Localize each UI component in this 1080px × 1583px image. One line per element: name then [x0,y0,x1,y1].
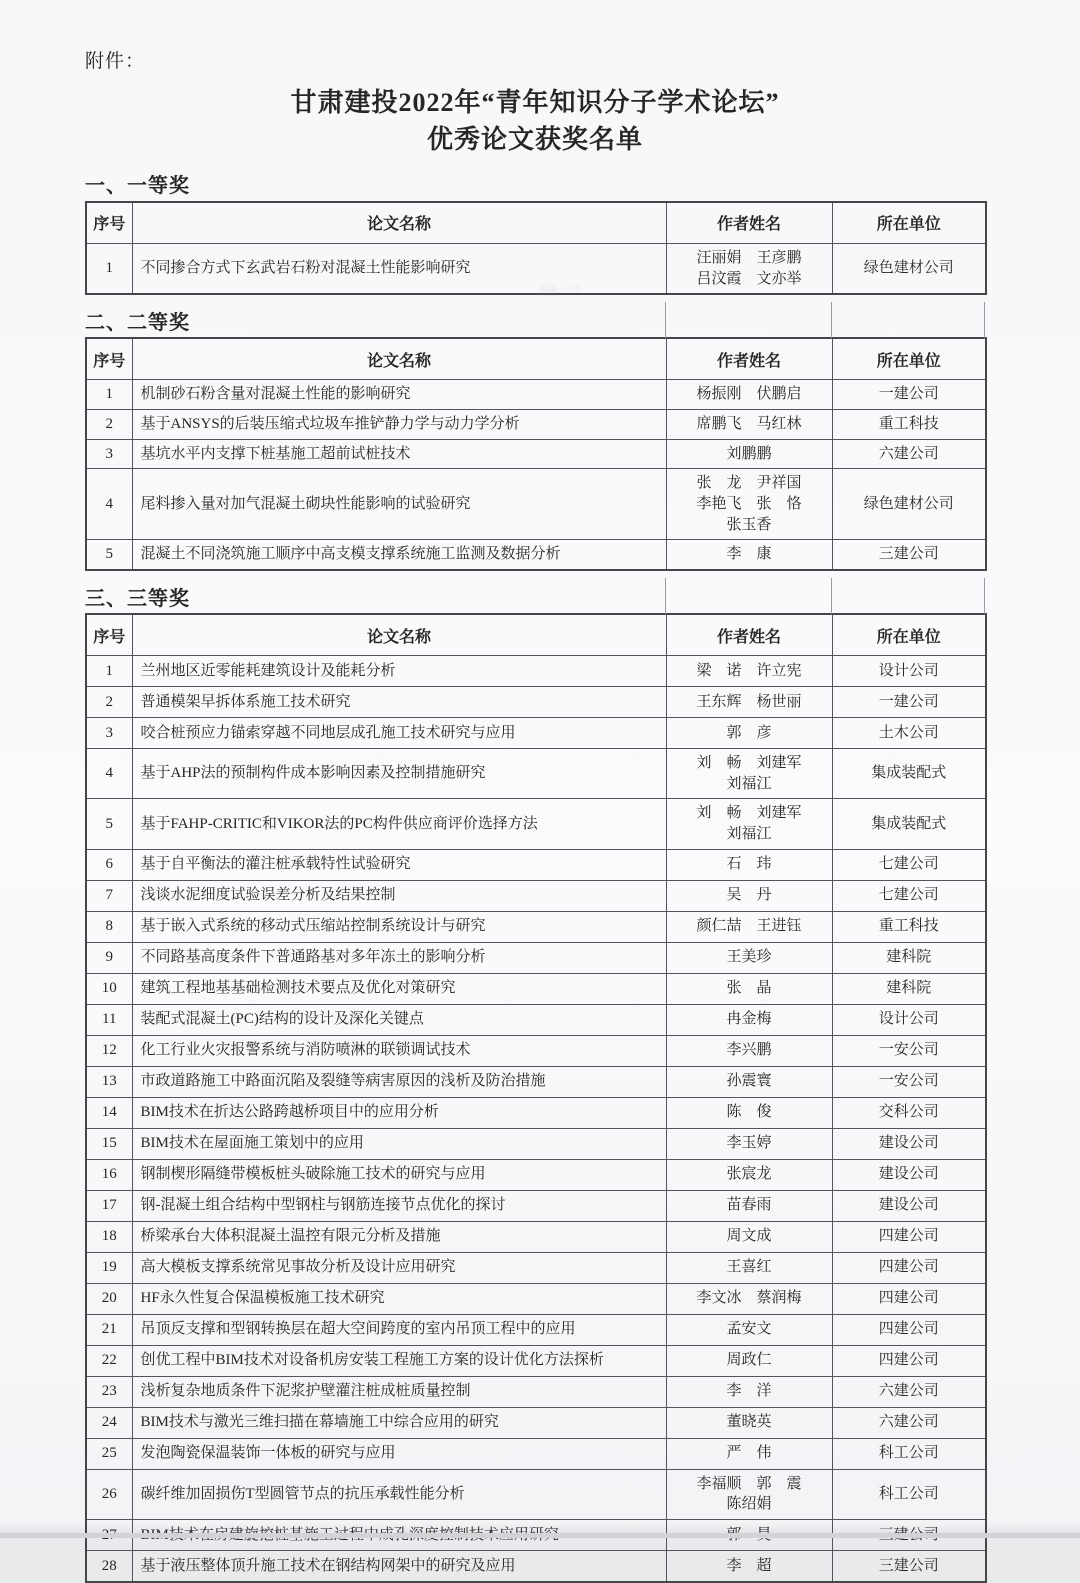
cell-paper-title: BIM技术在屋面施工策划中的应用 [132,1128,666,1159]
table-row [86,1407,986,1438]
authors-line: 杨振刚 伏鹏启 [696,386,802,403]
authors-line: 颜仁喆 王进钰 [696,918,802,935]
cell-paper-title: 创优工程中BIM技术对设备机房安装工程施工方案的设计优化方法探析 [132,1345,666,1376]
cell-unit: 七建公司 [832,849,986,880]
table-row [86,439,986,469]
authors-line: 张 龙 尹祥国 [696,475,802,492]
table-row [86,1314,986,1345]
cell-unit: 三建公司 [832,1551,986,1583]
table-row [86,749,986,799]
cell-index: 23 [86,1376,132,1407]
authors-line: 刘福江 [726,775,772,792]
col-header-paper-title: 论文名称 [132,614,666,656]
col-header-index: 序号 [86,202,132,244]
cell-paper-title: 基于AHP法的预制构件成本影响因素及控制措施研究 [132,749,666,799]
cell-unit: 建科院 [832,973,986,1004]
cell-authors [666,1407,832,1438]
cell-authors [666,243,832,294]
cell-index: 11 [86,1004,132,1035]
cell-index: 3 [86,718,132,749]
cell-index: 17 [86,1190,132,1221]
table-header-row [86,338,986,380]
cell-paper-title: 浅谈水泥细度试验误差分析及结果控制 [132,880,666,911]
cell-index: 2 [86,409,132,439]
authors-line: 苗春雨 [726,1197,772,1214]
cell-index: 5 [86,799,132,849]
award-table-2 [85,337,987,571]
cell-authors [666,1066,832,1097]
cell-index: 2 [86,687,132,718]
cell-paper-title: 发泡陶瓷保温装饰一体板的研究与应用 [132,1438,666,1469]
cell-authors [666,973,832,1004]
cell-paper-title: 尾料掺入量对加气混凝土砌块性能影响的试验研究 [132,469,666,540]
section-heading: 二、二等奖 [85,311,190,334]
cell-index: 3 [86,439,132,469]
cell-authors [666,469,832,540]
cell-authors [666,1035,832,1066]
cell-index: 1 [86,380,132,410]
authors-line: 石 玮 [726,856,772,873]
cell-authors [666,718,832,749]
cell-authors [666,1221,832,1252]
table-row [86,243,986,294]
table-row [86,1128,986,1159]
authors-line: 李文冰 蔡润梅 [696,1290,802,1307]
cell-paper-title: 建筑工程地基基础检测技术要点及优化对策研究 [132,973,666,1004]
cell-authors [666,687,832,718]
scan-edge-shadow [0,1533,1080,1538]
cell-index: 28 [86,1551,132,1583]
scan-smudge: GS ·¹ ¹· [540,282,583,297]
cell-index: 25 [86,1438,132,1469]
table-column-bleed-line [984,302,985,338]
cell-unit: 科工公司 [832,1469,986,1519]
table-row [86,1438,986,1469]
cell-paper-title: 咬合桩预应力锚索穿越不同地层成孔施工技术研究与应用 [132,718,666,749]
authors-line: 吕汶霞 文亦举 [696,270,802,287]
authors-line: 张宸龙 [726,1166,772,1183]
table-row [86,1190,986,1221]
cell-paper-title: BIM技术在折达公路跨越桥项目中的应用分析 [132,1097,666,1128]
cell-paper-title: 基于嵌入式系统的移动式压缩站控制系统设计与研究 [132,911,666,942]
authors-line: 李玉婷 [726,1135,772,1152]
cell-unit: 绿色建材公司 [832,243,986,294]
cell-authors [666,1551,832,1583]
attachment-label: 附件： [85,51,146,72]
cell-unit: 设计公司 [832,656,986,687]
authors-line: 席鹏飞 马红林 [696,415,802,432]
table-row [86,1551,986,1583]
cell-unit: 四建公司 [832,1283,986,1314]
cell-index: 15 [86,1128,132,1159]
cell-paper-title: 基于液压整体顶升施工技术在钢结构网架中的研究及应用 [132,1551,666,1583]
award-table-1 [85,201,987,295]
cell-unit: 重工科技 [832,911,986,942]
cell-index: 5 [86,540,132,570]
authors-line: 李兴鹏 [726,1042,772,1059]
cell-authors [666,911,832,942]
cell-unit: 集成装配式 [832,749,986,799]
table-column-bleed-line [665,578,666,614]
section-3 [85,579,985,1583]
cell-unit: 交科公司 [832,1097,986,1128]
authors-line: 梁 诺 许立宪 [696,662,802,679]
authors-line: 王东辉 杨世丽 [696,693,802,710]
authors-line: 刘福江 [726,826,772,843]
cell-index: 9 [86,942,132,973]
table-row [86,1159,986,1190]
cell-authors [666,1097,832,1128]
authors-line: 严 伟 [726,1445,772,1462]
authors-line: 汪丽娟 王彦鹏 [696,249,802,266]
document-content [85,46,985,1583]
authors-line: 李 超 [726,1557,772,1574]
col-header-index: 序号 [86,338,132,380]
table-row [86,1221,986,1252]
table-row [86,1283,986,1314]
authors-line: 吴 丹 [726,887,772,904]
col-header-paper-title: 论文名称 [132,338,666,380]
cell-unit: 六建公司 [832,1407,986,1438]
table-row [86,656,986,687]
table-header-row [86,202,986,244]
authors-line: 张玉香 [726,516,772,533]
cell-paper-title: 碳纤维加固损伤T型圆管节点的抗压承载性能分析 [132,1469,666,1519]
cell-unit: 一建公司 [832,687,986,718]
cell-index: 22 [86,1345,132,1376]
table-row [86,687,986,718]
cell-unit: 绿色建材公司 [832,469,986,540]
cell-paper-title: 机制砂石粉含量对混凝土性能的影响研究 [132,380,666,410]
cell-unit: 集成装配式 [832,799,986,849]
cell-authors [666,439,832,469]
cell-index: 13 [86,1066,132,1097]
table-row [86,1066,986,1097]
cell-paper-title: 不同掺合方式下玄武岩石粉对混凝土性能影响研究 [132,243,666,294]
section-heading-row [85,303,985,337]
award-table-3 [85,613,987,1583]
cell-unit: 重工科技 [832,409,986,439]
cell-paper-title: 装配式混凝土(PC)结构的设计及深化关键点 [132,1004,666,1035]
cell-index: 8 [86,911,132,942]
cell-authors [666,540,832,570]
cell-authors [666,380,832,410]
table-row [86,799,986,849]
cell-authors [666,799,832,849]
authors-line: 王美珍 [726,949,772,966]
authors-line: 周政仁 [726,1352,772,1369]
cell-authors [666,880,832,911]
cell-authors [666,1469,832,1519]
cell-index: 18 [86,1221,132,1252]
cell-unit: 建科院 [832,942,986,973]
authors-line: 董晓英 [726,1414,772,1431]
authors-line: 李福顺 郭 震 [696,1475,802,1492]
table-row [86,1097,986,1128]
cell-paper-title: 钢制楔形隔缝带模板桩头破除施工技术的研究与应用 [132,1159,666,1190]
cell-unit: 四建公司 [832,1252,986,1283]
table-row [86,1035,986,1066]
authors-line: 刘 畅 刘建军 [696,805,802,822]
cell-authors [666,656,832,687]
cell-authors [666,1345,832,1376]
col-header-unit: 所在单位 [832,614,986,656]
col-header-paper-title: 论文名称 [132,202,666,244]
cell-authors [666,942,832,973]
cell-unit: 六建公司 [832,439,986,469]
cell-paper-title: 普通模架早拆体系施工技术研究 [132,687,666,718]
document-title-line2: 优秀论文获奖名单 [426,124,643,154]
table-column-bleed-line [665,302,666,338]
authors-line: 李 洋 [726,1383,772,1400]
cell-index: 14 [86,1097,132,1128]
authors-line: 孙震寰 [726,1073,772,1090]
cell-unit: 七建公司 [832,880,986,911]
cell-unit: 土木公司 [832,718,986,749]
cell-index: 1 [86,656,132,687]
table-row [86,469,986,540]
cell-unit: 六建公司 [832,1376,986,1407]
cell-authors [666,1283,832,1314]
cell-unit: 一建公司 [832,380,986,410]
section-heading-row [85,579,985,613]
col-header-authors: 作者姓名 [666,202,832,244]
table-row [86,540,986,570]
section-heading: 一、一等奖 [85,175,190,198]
cell-index: 26 [86,1469,132,1519]
table-row [86,911,986,942]
table-row [86,1376,986,1407]
cell-index: 7 [86,880,132,911]
authors-line: 孟安文 [726,1321,772,1338]
cell-paper-title: 浅析复杂地质条件下泥浆护壁灌注桩成桩质量控制 [132,1376,666,1407]
cell-paper-title: 高大模板支撑系统常见事故分析及设计应用研究 [132,1252,666,1283]
section-heading: 三、三等奖 [85,587,190,610]
cell-unit: 建设公司 [832,1190,986,1221]
authors-line: 刘 畅 刘建军 [696,755,802,771]
cell-paper-title: HF永久性复合保温模板施工技术研究 [132,1283,666,1314]
authors-line: 周文成 [726,1228,772,1245]
cell-paper-title: 不同路基高度条件下普通路基对多年冻土的影响分析 [132,942,666,973]
table-column-bleed-line [984,578,985,614]
table-row [86,718,986,749]
table-column-bleed-line [831,578,832,614]
document-title-line1: 甘肃建投2022年“青年知识分子学术论坛” [290,88,780,117]
cell-unit: 四建公司 [832,1314,986,1345]
cell-authors [666,1159,832,1190]
cell-unit: 四建公司 [832,1221,986,1252]
cell-paper-title: 基于ANSYS的后装压缩式垃圾车推铲静力学与动力学分析 [132,409,666,439]
cell-authors [666,1314,832,1345]
table-column-bleed-line [831,302,832,338]
table-row [86,880,986,911]
cell-authors [666,1190,832,1221]
cell-paper-title: 基坑水平内支撑下桩基施工超前试桩技术 [132,439,666,469]
cell-paper-title: 混凝土不同浇筑施工顺序中高支模支撑系统施工监测及数据分析 [132,540,666,570]
cell-index: 1 [86,243,132,294]
table-row [86,380,986,410]
authors-line: 郭 彦 [726,724,772,741]
cell-authors [666,1004,832,1035]
authors-line: 张 晶 [726,980,772,997]
col-header-authors: 作者姓名 [666,338,832,380]
table-row [86,973,986,1004]
table-row [86,1252,986,1283]
cell-index: 12 [86,1035,132,1066]
cell-index: 24 [86,1407,132,1438]
cell-unit: 一安公司 [832,1035,986,1066]
table-header-row [86,614,986,656]
cell-authors [666,1128,832,1159]
cell-paper-title: 钢-混凝土组合结构中型钢柱与钢筋连接节点优化的探讨 [132,1190,666,1221]
section-2 [85,303,985,571]
col-header-authors: 作者姓名 [666,614,832,656]
cell-paper-title: 市政道路施工中路面沉陷及裂缝等病害原因的浅析及防治措施 [132,1066,666,1097]
cell-unit: 建设公司 [832,1128,986,1159]
table-row [86,1469,986,1519]
cell-paper-title: 化工行业火灾报警系统与消防喷淋的联锁调试技术 [132,1035,666,1066]
cell-paper-title: BIM技术与激光三维扫描在幕墙施工中综合应用的研究 [132,1407,666,1438]
document-title [85,85,985,159]
cell-authors [666,1252,832,1283]
col-header-index: 序号 [86,614,132,656]
authors-line: 冉金梅 [726,1011,772,1028]
cell-index: 19 [86,1252,132,1283]
cell-unit: 一安公司 [832,1066,986,1097]
cell-authors [666,849,832,880]
authors-line: 李艳飞 张 恪 [696,495,802,512]
cell-index: 6 [86,849,132,880]
authors-line: 陈 俊 [726,1104,772,1121]
cell-index: 21 [86,1314,132,1345]
cell-paper-title: 吊顶反支撑和型钢转换层在超大空间跨度的室内吊顶工程中的应用 [132,1314,666,1345]
cell-unit: 建设公司 [832,1159,986,1190]
cell-index: 10 [86,973,132,1004]
cell-index: 4 [86,749,132,799]
section-heading-row [85,167,985,201]
authors-line: 王喜红 [726,1259,772,1276]
section-1 [85,167,985,295]
cell-paper-title: 桥梁承台大体积混凝土温控有限元分析及措施 [132,1221,666,1252]
cell-unit: 四建公司 [832,1345,986,1376]
table-row [86,1004,986,1035]
cell-authors [666,409,832,439]
col-header-unit: 所在单位 [832,338,986,380]
cell-index: 16 [86,1159,132,1190]
cell-unit: 三建公司 [832,540,986,570]
cell-paper-title: 基于自平衡法的灌注桩承载特性试验研究 [132,849,666,880]
cell-authors [666,1376,832,1407]
authors-line: 李 康 [726,546,772,563]
cell-authors [666,749,832,799]
table-row [86,942,986,973]
cell-paper-title: 兰州地区近零能耗建筑设计及能耗分析 [132,656,666,687]
table-row [86,849,986,880]
table-row [86,409,986,439]
cell-authors [666,1438,832,1469]
authors-line: 陈绍娟 [726,1496,772,1513]
cell-index: 4 [86,469,132,540]
table-row [86,1345,986,1376]
cell-paper-title: 基于FAHP-CRITIC和VIKOR法的PC构件供应商评价选择方法 [132,799,666,849]
col-header-unit: 所在单位 [832,202,986,244]
cell-index: 20 [86,1283,132,1314]
authors-line: 刘鹏鹏 [726,445,772,462]
sections-container [85,167,985,1583]
cell-unit: 设计公司 [832,1004,986,1035]
cell-unit: 科工公司 [832,1438,986,1469]
